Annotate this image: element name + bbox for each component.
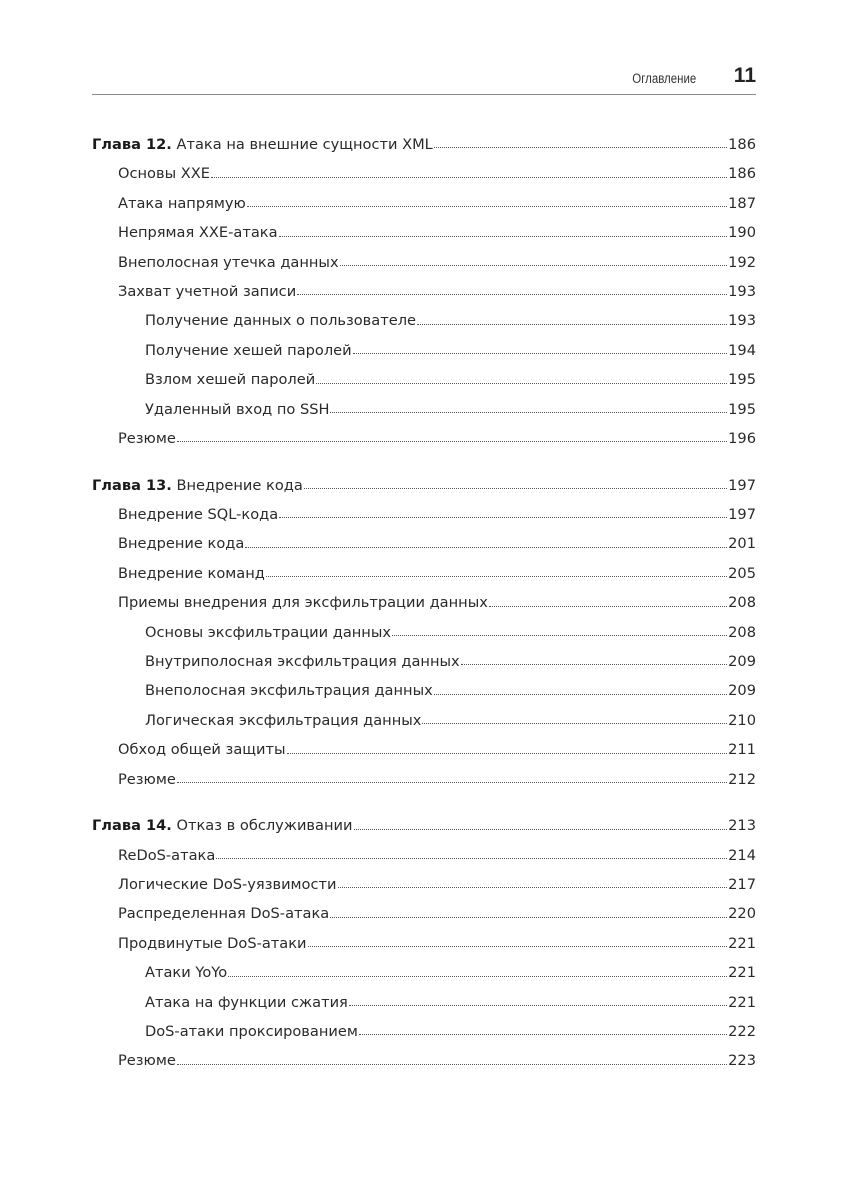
dot-leader (216, 857, 727, 859)
toc-subsection-entry[interactable] (92, 306, 756, 335)
dot-leader (330, 916, 727, 918)
dot-leader (266, 575, 727, 577)
toc-page-number: 221 (728, 934, 756, 952)
toc-entry-label: Продвинутые DoS-атаки (118, 934, 307, 952)
toc-section-entry[interactable] (92, 841, 756, 870)
page-number: 11 (733, 64, 756, 87)
toc-section-entry[interactable] (92, 735, 756, 764)
toc-entry-label: Атака напрямую (118, 194, 246, 212)
toc-page-number: 195 (728, 400, 756, 418)
toc-entry-label: Резюме (118, 1052, 176, 1070)
dot-leader (245, 546, 727, 548)
dot-leader (434, 146, 727, 148)
toc-chapter (92, 811, 756, 1076)
toc-entry-label: Логическая эксфильтрация данных (145, 711, 422, 729)
toc-entry-label: Атака на функции сжатия (145, 993, 348, 1011)
toc-entry-label (92, 811, 353, 840)
toc-entry-label: Приемы внедрения для эксфильтрации данных (118, 594, 488, 612)
dot-leader (228, 975, 727, 977)
dot-leader (211, 176, 727, 178)
toc-entry-label: Взлом хешей паролей (145, 371, 316, 389)
toc-page-number: 221 (728, 993, 756, 1011)
toc-entry-label: Захват учетной записи (118, 282, 297, 300)
toc-page-number: 195 (728, 371, 756, 389)
dot-leader (316, 382, 727, 384)
toc-page-number: 187 (728, 194, 756, 212)
toc-entry-label: Получение хешей паролей (145, 341, 352, 359)
dot-leader (392, 634, 727, 636)
toc-section-entry[interactable] (92, 248, 756, 277)
toc-page-number: 197 (728, 476, 756, 494)
toc-subsection-entry[interactable] (92, 336, 756, 365)
chapter-number: Глава 14. (92, 817, 172, 835)
dot-leader (279, 235, 728, 237)
toc-section-entry[interactable] (92, 189, 756, 218)
toc-chapter-heading[interactable] (92, 471, 756, 500)
toc-page-number: 212 (728, 770, 756, 788)
toc-entry-label: Резюме (118, 770, 176, 788)
toc-chapter-heading[interactable] (92, 811, 756, 840)
toc-subsection-entry[interactable] (92, 676, 756, 705)
toc-page-number: 209 (728, 652, 756, 670)
chapter-number: Глава 12. (92, 136, 172, 153)
toc-section-entry[interactable] (92, 765, 756, 794)
dot-leader (330, 411, 727, 413)
toc-section-entry[interactable] (92, 559, 756, 588)
toc-entry-label: Получение данных о пользователе (145, 312, 417, 330)
dot-leader (359, 1033, 727, 1035)
dot-leader (247, 205, 727, 207)
toc-section-entry[interactable] (92, 500, 756, 529)
toc-entry-label: Непрямая XXE-атака (118, 224, 278, 242)
table-of-contents (92, 130, 756, 1093)
toc-page-number: 213 (728, 817, 756, 835)
toc-entry-label: DoS-атаки проксированием (145, 1022, 358, 1040)
chapter-number: Глава 13. (92, 476, 172, 494)
toc-entry-label: ReDoS-атака (118, 846, 216, 864)
dot-leader (461, 663, 727, 665)
toc-entry-label: Удаленный вход по SSH (145, 400, 330, 418)
toc-page-number: 196 (728, 429, 756, 447)
running-header-title: Оглавление (632, 71, 696, 86)
dot-leader (489, 605, 727, 607)
toc-entry-label (92, 471, 303, 500)
dot-leader (434, 693, 727, 695)
toc-subsection-entry[interactable] (92, 1017, 756, 1046)
toc-entry-label: Внутриполосная эксфильтрация данных (145, 652, 460, 670)
toc-entry-label: Внеполосная утечка данных (118, 253, 339, 271)
toc-subsection-entry[interactable] (92, 395, 756, 424)
toc-page-number: 193 (728, 282, 756, 300)
toc-page-number: 186 (728, 136, 756, 153)
chapter-title: Внедрение кода (176, 476, 303, 494)
toc-section-entry[interactable] (92, 218, 756, 247)
dot-leader (340, 264, 728, 266)
toc-page-number: 208 (728, 623, 756, 641)
toc-section-entry[interactable] (92, 529, 756, 558)
toc-page-number: 211 (728, 741, 756, 759)
toc-page-number: 221 (728, 964, 756, 982)
dot-leader (304, 487, 727, 489)
toc-entry-label: Основы эксфильтрации данных (145, 623, 392, 641)
dot-leader (338, 886, 728, 888)
toc-entry-label: Распределенная DoS-атака (118, 905, 330, 923)
toc-entry-label: Основы XXE (118, 165, 210, 183)
dot-leader (353, 352, 727, 354)
toc-page-number: 223 (728, 1052, 756, 1070)
toc-page-number: 220 (728, 905, 756, 923)
toc-page-number: 190 (728, 224, 756, 242)
toc-entry-label: Атаки YoYo (145, 964, 228, 982)
toc-section-entry[interactable] (92, 870, 756, 899)
dot-leader (417, 323, 727, 325)
toc-subsection-entry[interactable] (92, 988, 756, 1017)
toc-section-entry[interactable] (92, 588, 756, 617)
toc-entry-label: Внедрение SQL-кода (118, 505, 279, 523)
toc-page-number: 197 (728, 505, 756, 523)
toc-page-number: 194 (728, 341, 756, 359)
toc-entry-label: Обход общей защиты (118, 741, 286, 759)
toc-subsection-entry[interactable] (92, 365, 756, 394)
dot-leader (287, 752, 728, 754)
toc-page-number: 186 (728, 165, 756, 183)
toc-chapter (92, 130, 756, 453)
toc-chapter (92, 471, 756, 794)
dot-leader (308, 945, 728, 947)
toc-page-number: 222 (728, 1022, 756, 1040)
toc-entry-label: Внедрение кода (118, 535, 245, 553)
dot-leader (177, 781, 727, 783)
toc-section-entry[interactable] (92, 929, 756, 958)
toc-section-entry[interactable] (92, 159, 756, 188)
toc-chapter-heading[interactable] (92, 130, 756, 159)
chapter-title: Атака на внешние сущности XML (176, 136, 433, 153)
toc-section-entry[interactable] (92, 424, 756, 453)
toc-entry-label: Логические DoS-уязвимости (118, 875, 337, 893)
dot-leader (177, 440, 727, 442)
toc-subsection-entry[interactable] (92, 618, 756, 647)
toc-subsection-entry[interactable] (92, 706, 756, 735)
toc-section-entry[interactable] (92, 899, 756, 928)
dot-leader (297, 293, 727, 295)
toc-entry-label (92, 130, 433, 159)
toc-page-number: 209 (728, 682, 756, 700)
toc-page-number: 201 (728, 535, 756, 553)
toc-subsection-entry[interactable] (92, 958, 756, 987)
dot-leader (177, 1063, 727, 1065)
chapter-title: Отказ в обслуживании (176, 817, 353, 835)
dot-leader (354, 828, 728, 830)
toc-page-number: 208 (728, 594, 756, 612)
toc-page-number: 192 (728, 253, 756, 271)
running-header (92, 64, 756, 95)
toc-section-entry[interactable] (92, 277, 756, 306)
dot-leader (422, 722, 727, 724)
toc-entry-label: Внедрение команд (118, 564, 265, 582)
toc-entry-label: Резюме (118, 429, 176, 447)
toc-section-entry[interactable] (92, 1046, 756, 1075)
toc-page-number: 193 (728, 312, 756, 330)
toc-page-number: 217 (728, 875, 756, 893)
dot-leader (279, 516, 727, 518)
toc-page-number: 214 (728, 846, 756, 864)
dot-leader (349, 1004, 727, 1006)
toc-subsection-entry[interactable] (92, 647, 756, 676)
toc-page-number: 205 (728, 564, 756, 582)
toc-entry-label: Внеполосная эксфильтрация данных (145, 682, 433, 700)
toc-page-number: 210 (728, 711, 756, 729)
